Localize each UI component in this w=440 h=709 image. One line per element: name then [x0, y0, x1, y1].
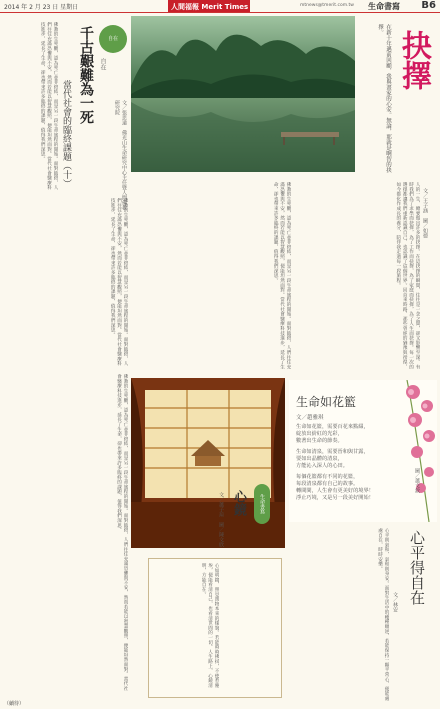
- section-name: 生命書寫: [368, 2, 400, 11]
- xinjing-body: 心如明鏡，照見萬物本來的樣貌。若能時時拂拭，不使惹塵埃，便能看清自己，也看清世間的一切。人生路上，心鏡清明，方能自在。: [201, 563, 219, 688]
- xinjing-title: 心鏡: [231, 490, 246, 516]
- column-body-bottom: 佛教的生死觀，認為死亡並非終結，而是另一段生命旅程的開始。面對臨終，人們往往充滿恐懼與不安，然而若能以智慧觀照，便能坦然面對。當代社會醫療科技進步，延長了生命，卻也帶來許多臨終的課題，值得我們深思。: [116, 374, 128, 691]
- xinjing-article-box: [148, 558, 282, 698]
- column-body-middle: 佛教的生死觀，認為死亡並非終結，而是另一段生命旅程的開始。面對臨終，人們往往充滿恐懼與不安，然而若能以智慧觀照，便能坦然面對。當代社會醫療科技進步，延長了生命，卻也帶來許多臨終的課題，值得我們深思。: [110, 198, 128, 366]
- forest-lake-image: [131, 16, 355, 172]
- heart-title: 心平得自在: [408, 530, 426, 605]
- poem-line: 轉間間，人生會有更美好的境界！: [296, 488, 374, 494]
- column-name: 自在: [99, 58, 106, 70]
- xinjing-badge: 生命書寫: [254, 484, 270, 524]
- lead-byline: 文／王子涵 圖／如德: [422, 188, 428, 238]
- poem-line: 方能沁入深人的心田。: [296, 463, 348, 469]
- lead-subtitle: 在新十年邁前回顧，我與畫家的心安。無論，那就是啊智的抉擇。: [377, 24, 391, 173]
- poem-line: 淨止巧境，又是另一段美好開始！: [296, 495, 374, 501]
- heart-body: 心平則氣和，氣和則身安。面對生活中的種種順逆，若能保持一顆平常心，便能處處自在，時時安樂。: [377, 528, 389, 701]
- header-url: mtnews@tmerit.com.tw: [300, 3, 354, 8]
- continued-note: （續待）: [4, 701, 25, 707]
- poem-line: 數著出生命的節奏。: [296, 438, 343, 444]
- newspaper-logo: 人間福報 Merit Times: [168, 0, 250, 12]
- page-header: [0, 0, 440, 13]
- poem-line: 生命如花籃，需要百花來點綴，: [296, 424, 369, 430]
- lead-title: 抉擇: [396, 30, 431, 90]
- xinjing-byline: 文／蕭子瑄 圖／陳文欣: [218, 492, 224, 547]
- header-date: 2014 年 2 月 23 日 星期日: [4, 4, 79, 11]
- poem-line: 要如出晶體的清泉，: [296, 456, 343, 462]
- poem-title: 生命如花籃: [296, 395, 357, 409]
- poem-line: 每段清泉都有自己的故事。: [296, 481, 359, 487]
- poem-line: 綻放出紛紅的光彩，: [296, 431, 343, 437]
- poem-line: 每個花籃都有不同的花籃，: [296, 474, 359, 480]
- poem-line: 生命如清泉，需要晉和與甘露，: [296, 449, 369, 455]
- page-number: B6: [421, 0, 436, 11]
- column-badge: 自在: [99, 25, 127, 53]
- forest-lake-photo: [131, 16, 355, 172]
- poem-credit: 圖／蕭文欽: [414, 468, 420, 493]
- heart-author: 文／林安: [392, 592, 398, 612]
- column-byline: 文／張思遠 佛光山生命研究中心主任暨人間佛教研究院: [114, 100, 127, 210]
- column-title: 千古艱難為一死: [78, 26, 94, 124]
- column-body-top: 佛教的生死觀，認為死亡並非終結，而是另一段生命旅程的開始。面對臨終，人們往往充滿恐懼與不安，然而若能以智慧觀照，便能坦然面對。當代社會醫療科技進步，延長了生命，卻也帶來許多臨終的課題，值得我們深思。: [40, 22, 58, 190]
- column-subtitle: 當代社會的臨終課題（十）: [61, 80, 71, 188]
- poem-author: 文／趙雅琪: [296, 415, 324, 421]
- lead-body-column-1: 人的一生，總要做出許多的抉擇。在這抉擇的瞬間，往往是一念之間，卻又影響至深。有時我們為了求學而抉擇，為了工作而抉擇，為了家庭而抉擇，為了人生而抉擇。每一次的選擇都讓我們重新認識自己，也認識了這個世界。回首來時路，那些曾經的猶豫與徬徨，如今都化作成長的養分，陪伴我走過每一段旅程。: [395, 182, 420, 370]
- lead-body-column-2: 佛教的生死觀，認為死亡並非終結，而是另一段生命旅程的開始。面對臨終，人們往往充滿恐懼與不安，然而若能以智慧觀照，便能坦然面對。當代社會醫療科技進步，延長了生命，卻也帶來許多臨終的課題，值得我們深思。: [273, 182, 291, 370]
